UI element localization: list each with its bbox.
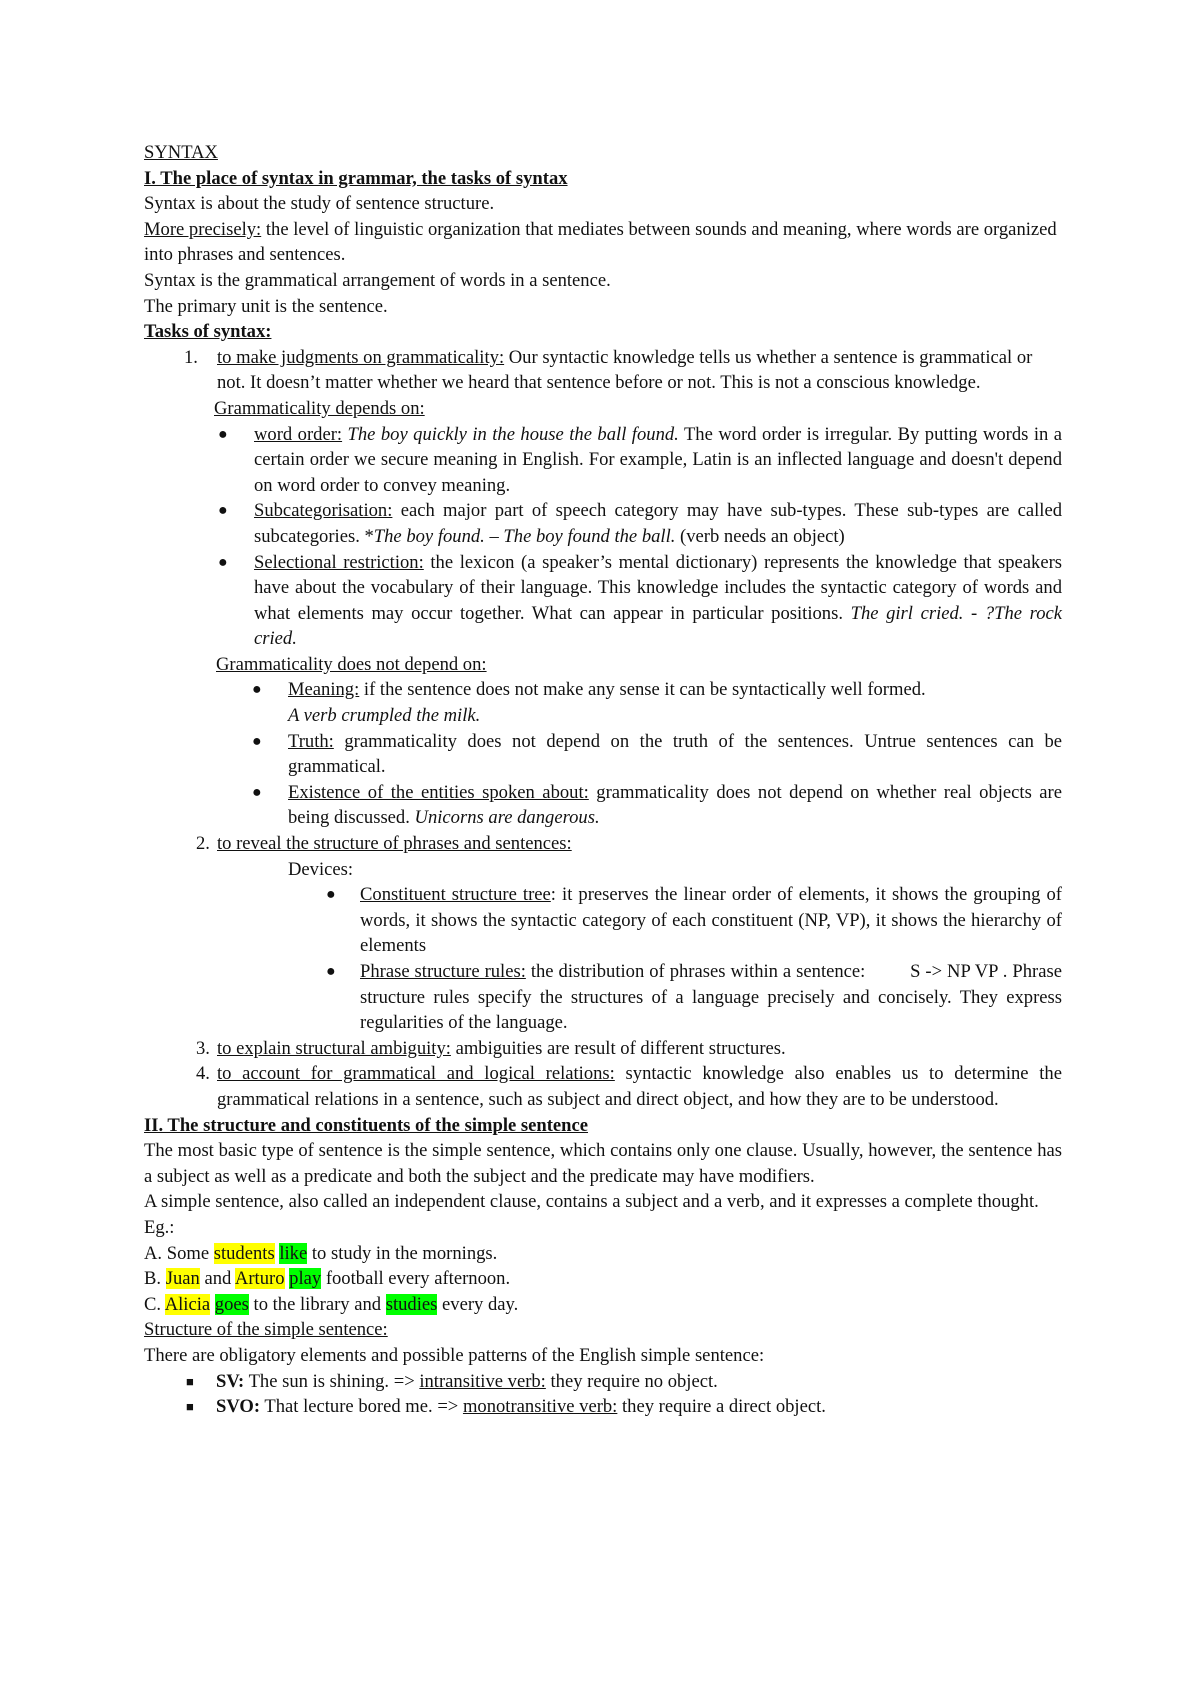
term-label: word order: [254, 423, 343, 445]
section-1-heading: I. The place of syntax in grammar, the tasks of syntax [144, 167, 568, 189]
item-text: the lexicon (a speaker’s mental dictionary) represents the knowledge that speakers have about the vocabulary of their language. This knowledge includes the syntactic category of words and what elements may occur together. What can appear in particular positions. [254, 551, 1063, 624]
term-label: to explain structural ambiguity: [217, 1037, 451, 1059]
term-label: Selectional restriction: [254, 551, 424, 573]
sentence-text: football every afternoon. [321, 1268, 511, 1290]
item-text: : it preserves the linear order of elements, it shows the grouping of words, it shows the syntactic category of each constituent (NP, VP), it shows the hierarchy of elements [360, 884, 1062, 957]
task-item-2 [144, 831, 1062, 857]
pattern-item-sv [144, 1369, 1062, 1395]
example-text: The boy quickly in the house the ball found. [342, 423, 679, 445]
example-text: The boy found. – The boy found the ball. [373, 525, 676, 547]
paragraph: There are obligatory elements and possible patterns of the English simple sentence: [144, 1344, 765, 1366]
item-text: syntactic knowledge also enables us to determine the grammatical relations in a sentence, such as subject and direct object, and how they are to be understood. [217, 1063, 1062, 1110]
devices-label: Devices: [288, 858, 354, 880]
verb-highlight: like [279, 1242, 308, 1264]
sublist-heading: Grammaticality does not depend on: [216, 653, 487, 675]
sentence-text: C. [144, 1293, 165, 1315]
paragraph: A simple sentence, also called an independent clause, contains a subject and a verb, and it expresses a complete thought. [144, 1191, 1039, 1213]
term-label: to reveal the structure of phrases and sentences: [217, 833, 572, 855]
example-sentence-a [144, 1241, 1062, 1267]
paragraph: Syntax is the grammatical arrangement of words in a sentence. [144, 269, 611, 291]
list-item [144, 882, 1062, 959]
term-label: Truth: [288, 730, 334, 752]
task-item-1 [144, 345, 1062, 396]
item-text: grammaticality does not depend on whether real objects are being discussed. [288, 781, 1063, 829]
example-label: Eg.: [144, 1216, 175, 1238]
sentence-text: and [199, 1268, 235, 1290]
paragraph: The primary unit is the sentence. [144, 295, 388, 317]
example-sentence-b [144, 1266, 1062, 1292]
bullet-icon: ● [326, 963, 336, 980]
item-text: the distribution of phrases within a sentence: S -> NP VP . Phrase structure rules specify the structures of a language precisely and concisely. They express regularities of the language. [360, 961, 1067, 1034]
task-item-3 [144, 1036, 1062, 1062]
paragraph: The most basic type of sentence is the simple sentence, which contains only one clause. Usually, however, the sentence has a subject as well as a predicate and both the subject and the predicate may have modifiers. [144, 1140, 1062, 1187]
item-text: (verb needs an object) [675, 525, 845, 547]
subject-highlight: Arturo [234, 1268, 285, 1290]
paragraph [144, 217, 1062, 268]
term-label: intransitive verb: [419, 1370, 546, 1392]
example-text: The girl cried. - ?The rock cried. [254, 602, 1062, 650]
term-label: Constituent structure tree [360, 884, 551, 906]
item-text: each major part of speech category may have sub-types. These sub-types are called subcategories. * [254, 500, 1062, 547]
item-text: ambiguities are result of different structures. [450, 1037, 786, 1059]
example-text: Unicorns are dangerous. [409, 807, 600, 829]
document-title: SYNTAX [144, 142, 218, 163]
list-item [144, 780, 1062, 831]
bullet-icon: ● [326, 886, 336, 904]
sublist-heading: Grammaticality depends on: [214, 397, 425, 419]
sentence-text: A. Some [144, 1242, 214, 1264]
section-2-heading: II. The structure and constituents of the simple sentence [144, 1114, 589, 1136]
subject-highlight: Juan [165, 1268, 200, 1290]
list-number: 2. [196, 833, 210, 855]
term-label: Existence of the entities spoken about: [288, 781, 589, 803]
sentence-text: to study in the mornings. [307, 1242, 498, 1264]
item-text: grammaticality does not depend on the truth of the sentences. Untrue sentences can be grammatical. [288, 730, 1062, 778]
bullet-icon: ● [218, 502, 228, 520]
bullet-icon: ● [252, 732, 262, 750]
list-item [144, 959, 1067, 1036]
pattern-tag: SVO: [216, 1396, 261, 1418]
item-text: The sun is shining. => [244, 1370, 420, 1392]
list-item [144, 729, 1062, 780]
example-sentence-c [144, 1292, 1062, 1318]
task-item-4 [144, 1061, 1062, 1112]
list-number: 4. [196, 1063, 210, 1085]
item-text: they require no object. [545, 1370, 718, 1392]
list-item [144, 677, 1062, 728]
item-text: if the sentence does not make any sense it can be syntactically well formed. [359, 679, 926, 701]
structure-heading: Structure of the simple sentence: [144, 1319, 388, 1341]
item-text: The word order is irregular. By putting words in a certain order we secure meaning in English. For example, Latin is an inflected language and doesn't depend on word order to convey meaning. [254, 423, 1062, 496]
pattern-tag: SV: [216, 1370, 245, 1392]
example-text: A verb crumpled the milk. [288, 705, 481, 727]
square-bullet-icon: ■ [186, 1373, 194, 1389]
item-text: That lecture bored me. => [260, 1396, 463, 1418]
term-label: to make judgments on grammaticality: [217, 346, 505, 368]
term-label: monotransitive verb: [462, 1396, 618, 1418]
sentence-text: B. [144, 1268, 166, 1290]
subject-highlight: students [213, 1242, 275, 1264]
verb-highlight: studies [385, 1293, 438, 1315]
tasks-heading: Tasks of syntax: [144, 321, 272, 343]
bullet-icon: ● [252, 783, 262, 801]
sentence-text: to the library and [248, 1293, 386, 1315]
item-text: they require a direct object. [617, 1396, 826, 1418]
paragraph: Syntax is about the study of sentence structure. [144, 193, 495, 215]
term-label: Phrase structure rules: [360, 961, 526, 982]
term-label: Subcategorisation: [254, 500, 393, 522]
bullet-icon: ● [218, 553, 228, 571]
term-label: Meaning: [288, 679, 360, 701]
term-label: to account for grammatical and logical relations: [217, 1063, 615, 1085]
item-text: Our syntactic knowledge tells us whether a sentence is grammatical or not. It doesn’t matter whether we heard that sentence before or not. This is not a conscious knowledge. [217, 346, 1033, 394]
pattern-item-svo [144, 1394, 1062, 1420]
list-number: 1. [184, 346, 198, 368]
term-label: More precisely: [144, 218, 262, 240]
list-item [144, 550, 1062, 652]
subject-highlight: Alicia [164, 1293, 211, 1315]
bullet-icon: ● [252, 681, 262, 699]
verb-highlight: goes [214, 1293, 249, 1315]
list-number: 3. [196, 1037, 210, 1059]
sentence-text: every day. [437, 1293, 519, 1315]
verb-highlight: play [289, 1268, 322, 1290]
list-item [144, 422, 1062, 499]
list-item [144, 498, 1062, 549]
bullet-icon: ● [218, 425, 228, 443]
document-page [144, 140, 1067, 1420]
paragraph-text: the level of linguistic organization that mediates between sounds and meaning, where words are organized into phrases and sentences. [144, 218, 1057, 266]
square-bullet-icon: ■ [186, 1399, 194, 1415]
